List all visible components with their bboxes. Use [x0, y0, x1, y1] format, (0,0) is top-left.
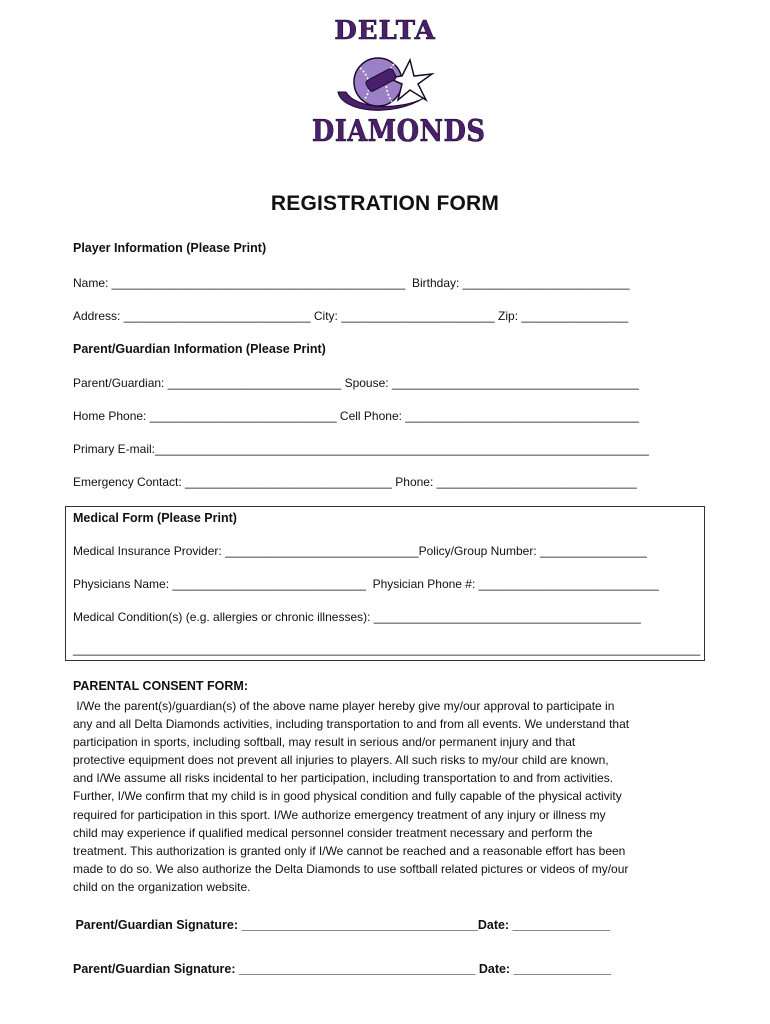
consent-heading: PARENTAL CONSENT FORM:	[73, 679, 248, 693]
consent-line: child on the organization website.	[73, 879, 251, 894]
guardian-signature-row-1[interactable]: Parent/Guardian Signature: __________________________________Date: ______________	[72, 918, 610, 932]
form-title: REGISTRATION FORM	[270, 192, 500, 215]
guardian-signature-row-2[interactable]: Parent/Guardian Signature: __________________________________ Date: ______________	[73, 962, 611, 976]
parent-guardian-spouse-row[interactable]: Parent/Guardian: __________________________ Spouse: _____________________________________	[73, 376, 639, 390]
home-cell-phone-row[interactable]: Home Phone: ____________________________ Cell Phone: ___________________________________	[73, 409, 639, 423]
consent-text	[73, 697, 698, 896]
delta-diamonds-logo	[300, 14, 486, 159]
player-section-heading: Player Information (Please Print)	[73, 241, 267, 255]
consent-line: Further, I/We confirm that my child is in good physical condition and fully capable of the physical activity	[73, 789, 622, 804]
physician-row[interactable]: Physicians Name: _____________________________ Physician Phone #: ___________________________	[73, 577, 659, 591]
medical-section-heading: Medical Form (Please Print)	[73, 511, 237, 525]
parent-section-heading: Parent/Guardian Information (Please Print)	[73, 342, 326, 356]
consent-line: made to do so. We also authorize the Delta Diamonds to use softball related pictures or videos of my/our	[73, 861, 629, 876]
player-name-birthday-row[interactable]: Name: ____________________________________________ Birthday: _________________________	[73, 276, 630, 290]
logo-bottom-word: DIAMONDS	[311, 114, 486, 149]
logo-top-word: DELTA	[334, 16, 436, 46]
primary-email-row[interactable]: Primary E-mail:__________________________________________________________________________	[73, 442, 649, 456]
medical-insurance-row[interactable]: Medical Insurance Provider: _____________________________Policy/Group Number: ________________	[73, 544, 647, 558]
medical-conditions-continuation-row[interactable]: ______________________________________________________________________________________________	[73, 642, 701, 656]
consent-line: treatment. This authorization is granted only if I/We cannot be reached and a reasonable effort has been	[73, 843, 626, 858]
player-address-row[interactable]: Address: ____________________________ City: _______________________ Zip: ________________	[73, 309, 629, 323]
softball-star-icon	[332, 52, 438, 118]
consent-line: and I/We assume all risks incidental to her participation, including transportation to and from activities.	[73, 771, 614, 786]
emergency-contact-row[interactable]: Emergency Contact: _______________________________ Phone: ______________________________	[73, 475, 637, 489]
consent-line: child may experience if qualified medical personnel consider treatment necessary and perform the	[73, 825, 593, 840]
medical-conditions-row[interactable]: Medical Condition(s) (e.g. allergies or chronic illnesses): ________________________________________	[73, 610, 641, 624]
consent-line: I/We the parent(s)/guardian(s) of the above name player hereby give my/our approval to participate in	[73, 699, 615, 713]
consent-line: any and all Delta Diamonds activities, including transportation to and from all events. We understand that	[73, 717, 630, 732]
consent-line: protective equipment does not prevent all injuries to players. All such risks to my/our child are known,	[73, 753, 609, 768]
consent-line: required for participation in this sport. I/We authorize emergency treatment of any injury or illness my	[73, 807, 606, 822]
consent-line: participation in sports, including softball, may result in serious and/or permanent injury and that	[73, 735, 576, 750]
